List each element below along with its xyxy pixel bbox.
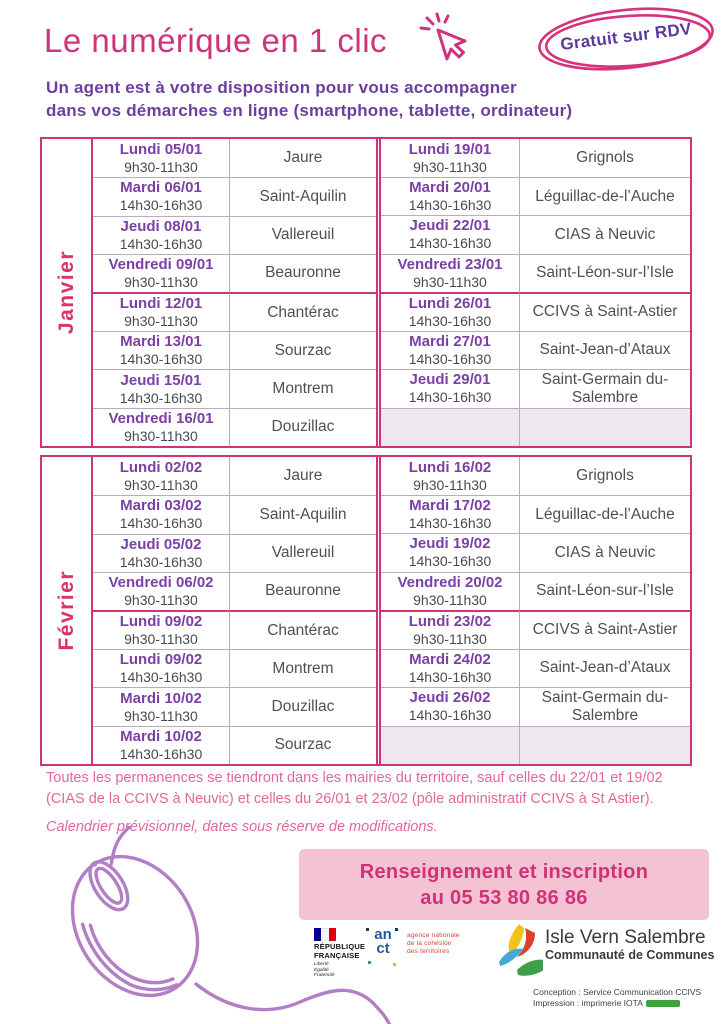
time-text: 9h30-11h30 (124, 591, 198, 608)
note-main: Toutes les permanences se tiendront dans les mairies du territoire, sauf celles du 22/01 et 19/02 (CIAS de la CCIVS à Neuvic) et celles du 26/01 et 23/02 (pôle administratif CCIVS à St Astier). (46, 770, 663, 807)
date-cell (93, 457, 230, 495)
anct-description (407, 932, 460, 955)
time-text: 14h30-16h30 (119, 515, 203, 532)
schedule-table-january (40, 137, 692, 448)
date-cell (381, 331, 520, 369)
anct-desc-2: de la cohésion (407, 939, 452, 947)
place-cell: Saint-Aquilin (230, 495, 376, 533)
time-text: 14h30-16h30 (408, 515, 492, 532)
rf-motto-2: Égalité (314, 967, 329, 973)
place-cell: CCIVS à Saint-Astier (520, 610, 690, 649)
date-cell (381, 533, 520, 571)
date-text: Vendredi 23/01 (397, 255, 503, 273)
date-text: Jeudi 05/02 (120, 535, 202, 553)
date-text: Mardi 20/01 (409, 179, 491, 197)
contact-box (299, 849, 709, 920)
time-text: 14h30-16h30 (119, 389, 203, 406)
anct-letters-bottom: ct (376, 940, 390, 957)
date-cell (93, 331, 230, 369)
time-text: 14h30-16h30 (408, 389, 492, 406)
subtitle-line1: Un agent est à votre disposition pour vous accompagner (46, 78, 517, 97)
place-cell: Saint-Aquilin (230, 177, 376, 215)
empty-date-cell (381, 726, 520, 764)
february-right-block (376, 457, 690, 764)
date-cell (93, 495, 230, 533)
date-text: Lundi 09/02 (119, 651, 203, 669)
time-text: 14h30-16h30 (408, 707, 492, 724)
date-cell (93, 572, 230, 610)
place-cell: Douzillac (230, 687, 376, 725)
date-text: Vendredi 16/01 (108, 409, 214, 427)
imprim-vert-icon (646, 1000, 680, 1007)
date-cell (93, 139, 230, 177)
place-cell: Sourzac (230, 331, 376, 369)
date-text: Mardi 10/02 (120, 727, 202, 745)
place-cell: Montrem (230, 649, 376, 687)
date-cell (381, 215, 520, 253)
date-cell (381, 687, 520, 726)
place-cell: Saint-Germain du-Salembre (520, 687, 690, 726)
place-cell: Saint-Léon-sur-l’Isle (520, 254, 690, 292)
date-cell (93, 216, 230, 254)
time-text: 9h30-11h30 (124, 273, 198, 290)
anct-letters-top: an (374, 926, 392, 943)
date-text: Lundi 12/01 (119, 295, 203, 313)
time-text: 9h30-11h30 (124, 707, 198, 724)
time-text: 14h30-16h30 (408, 553, 492, 570)
place-cell: Grignols (576, 467, 634, 485)
place-cell: Saint-Jean-d’Ataux (520, 331, 690, 369)
place-cell: CIAS à Neuvic (520, 215, 690, 253)
date-cell (381, 572, 520, 610)
place-cell: Vallereuil (230, 216, 376, 254)
date-text: Vendredi 06/02 (108, 573, 214, 591)
date-text: Lundi 05/01 (119, 140, 203, 158)
place-cell: CIAS à Neuvic (520, 533, 690, 571)
schedule-table-february (40, 455, 692, 766)
french-flag-icon (314, 928, 336, 941)
date-cell (381, 610, 520, 649)
empty-date-cell (381, 408, 520, 446)
date-cell (381, 369, 520, 408)
place-cell: Grignols (576, 149, 634, 167)
badge-label: Gratuit sur RDV (559, 19, 693, 54)
empty-place-cell (520, 726, 690, 764)
subtitle (46, 76, 572, 122)
date-text: Jeudi 19/02 (409, 535, 491, 553)
time-text: 14h30-16h30 (408, 235, 492, 252)
date-cell (381, 649, 520, 687)
time-text: 14h30-16h30 (408, 312, 492, 329)
place-cell: Montrem (230, 369, 376, 407)
anct-logo (366, 928, 460, 968)
note-disclaimer: Calendrier prévisionnel, dates sous réserve de modifications. (46, 819, 438, 835)
place-cell: Chantérac (230, 292, 376, 331)
ivs-text (545, 928, 714, 962)
date-text: Lundi 16/02 (408, 458, 492, 476)
rf-name-line2: FRANÇAISE (314, 950, 360, 960)
date-cell (93, 649, 230, 687)
place-cell: Saint-Germain du-Salembre (520, 369, 690, 408)
date-text: Mardi 17/02 (409, 497, 491, 515)
place-cell: Douzillac (230, 408, 376, 446)
subtitle-line2: dans vos démarches en ligne (smartphone, tablette, ordinateur) (46, 101, 573, 120)
date-cell (93, 177, 230, 215)
contact-line2: au 05 53 80 86 86 (420, 886, 588, 909)
date-text: Lundi 09/02 (119, 613, 203, 631)
place-cell: Beauronne (230, 572, 376, 610)
date-cell (93, 726, 230, 764)
date-text: Mardi 06/01 (120, 179, 202, 197)
date-cell (93, 687, 230, 725)
ivs-mark-icon (497, 922, 543, 984)
time-text: 9h30-11h30 (413, 630, 487, 647)
contact-line1: Renseignement et inscription (359, 860, 649, 883)
place-cell: Sourzac (230, 726, 376, 764)
date-cell (93, 292, 230, 331)
credits (460, 987, 713, 1009)
place-cell: Chantérac (230, 610, 376, 649)
date-cell (93, 610, 230, 649)
time-text: 9h30-11h30 (413, 273, 487, 290)
date-text: Mardi 03/02 (120, 497, 202, 515)
place-cell: Léguillac-de-l’Auche (520, 495, 690, 533)
empty-place-cell (520, 408, 690, 446)
month-label-column (42, 139, 93, 446)
date-text: Mardi 13/01 (120, 333, 202, 351)
credit-impression-text: Impression : imprimerie IOTA (533, 998, 643, 1008)
isle-vern-salembre-logo (497, 922, 715, 989)
date-text: Lundi 26/01 (408, 294, 492, 312)
date-cell (381, 292, 520, 331)
place-cell: Jaure (283, 149, 323, 167)
date-cell (381, 495, 520, 533)
date-cell (93, 408, 230, 446)
place-cell: CCIVS à Saint-Astier (520, 292, 690, 331)
date-text: Jeudi 08/01 (120, 217, 202, 235)
date-text: Jeudi 15/01 (120, 371, 202, 389)
date-text: Lundi 19/01 (408, 140, 492, 158)
time-text: 14h30-16h30 (119, 553, 203, 570)
click-cursor-icon (418, 12, 470, 73)
date-text: Vendredi 20/02 (397, 573, 503, 591)
date-cell (93, 534, 230, 572)
time-text: 9h30-11h30 (413, 158, 487, 175)
date-cell (381, 457, 520, 495)
anct-mark-icon (366, 928, 400, 968)
january-right-block (376, 139, 690, 446)
rf-motto-1: Liberté (314, 962, 329, 967)
time-text: 9h30-11h30 (124, 313, 198, 330)
time-text: 9h30-11h30 (413, 591, 487, 608)
month-label: Janvier (54, 250, 78, 335)
anct-desc-3: des territoires (407, 947, 450, 955)
date-text: Mardi 27/01 (409, 332, 491, 350)
rf-motto-3: Fraternité (314, 973, 335, 979)
february-left-block (93, 457, 376, 764)
place-cell: Saint-Jean-d’Ataux (520, 649, 690, 687)
credit-impression (533, 998, 713, 1009)
place-cell: Jaure (283, 467, 323, 485)
place-cell: Beauronne (230, 254, 376, 292)
time-text: 9h30-11h30 (124, 427, 198, 444)
free-appointment-badge (535, 4, 717, 76)
place-cell: Léguillac-de-l’Auche (520, 177, 690, 215)
time-text: 9h30-11h30 (413, 476, 487, 493)
ivs-subtitle: Communauté de Communes (545, 948, 715, 962)
date-text: Vendredi 09/01 (108, 255, 214, 273)
month-label: Février (54, 570, 78, 651)
time-text: 9h30-11h30 (124, 476, 198, 493)
date-text: Lundi 02/02 (119, 458, 203, 476)
time-text: 14h30-16h30 (119, 669, 203, 686)
time-text: 14h30-16h30 (119, 351, 203, 368)
time-text: 9h30-11h30 (124, 158, 198, 175)
date-text: Jeudi 26/02 (409, 689, 491, 707)
place-cell: Vallereuil (230, 534, 376, 572)
rf-motto (314, 962, 366, 979)
date-cell (381, 254, 520, 292)
place-cell: Saint-Léon-sur-l’Isle (520, 572, 690, 610)
date-cell (93, 254, 230, 292)
time-text: 14h30-16h30 (408, 197, 492, 214)
time-text: 14h30-16h30 (119, 235, 203, 252)
anct-desc-1: agence nationale (407, 932, 460, 939)
date-text: Mardi 24/02 (409, 650, 491, 668)
date-text: Jeudi 22/01 (409, 217, 491, 235)
january-left-block (93, 139, 376, 446)
page-title: Le numérique en 1 clic (44, 22, 388, 59)
time-text: 14h30-16h30 (119, 745, 203, 762)
time-text: 14h30-16h30 (408, 668, 492, 685)
date-text: Mardi 10/02 (120, 689, 202, 707)
ivs-name: Isle Vern Salembre (545, 927, 706, 948)
republique-francaise-logo (314, 928, 366, 979)
month-label-column (42, 457, 93, 764)
date-cell (381, 139, 520, 177)
date-cell (381, 177, 520, 215)
date-cell (93, 369, 230, 407)
time-text: 14h30-16h30 (408, 350, 492, 367)
date-text: Jeudi 29/01 (409, 371, 491, 389)
date-text: Lundi 23/02 (408, 612, 492, 630)
rf-name-line1: RÉPUBLIQUE (314, 942, 366, 951)
time-text: 14h30-16h30 (119, 197, 203, 214)
credit-conception: Conception : Service Communication CCIVS (533, 987, 702, 997)
time-text: 9h30-11h30 (124, 631, 198, 648)
